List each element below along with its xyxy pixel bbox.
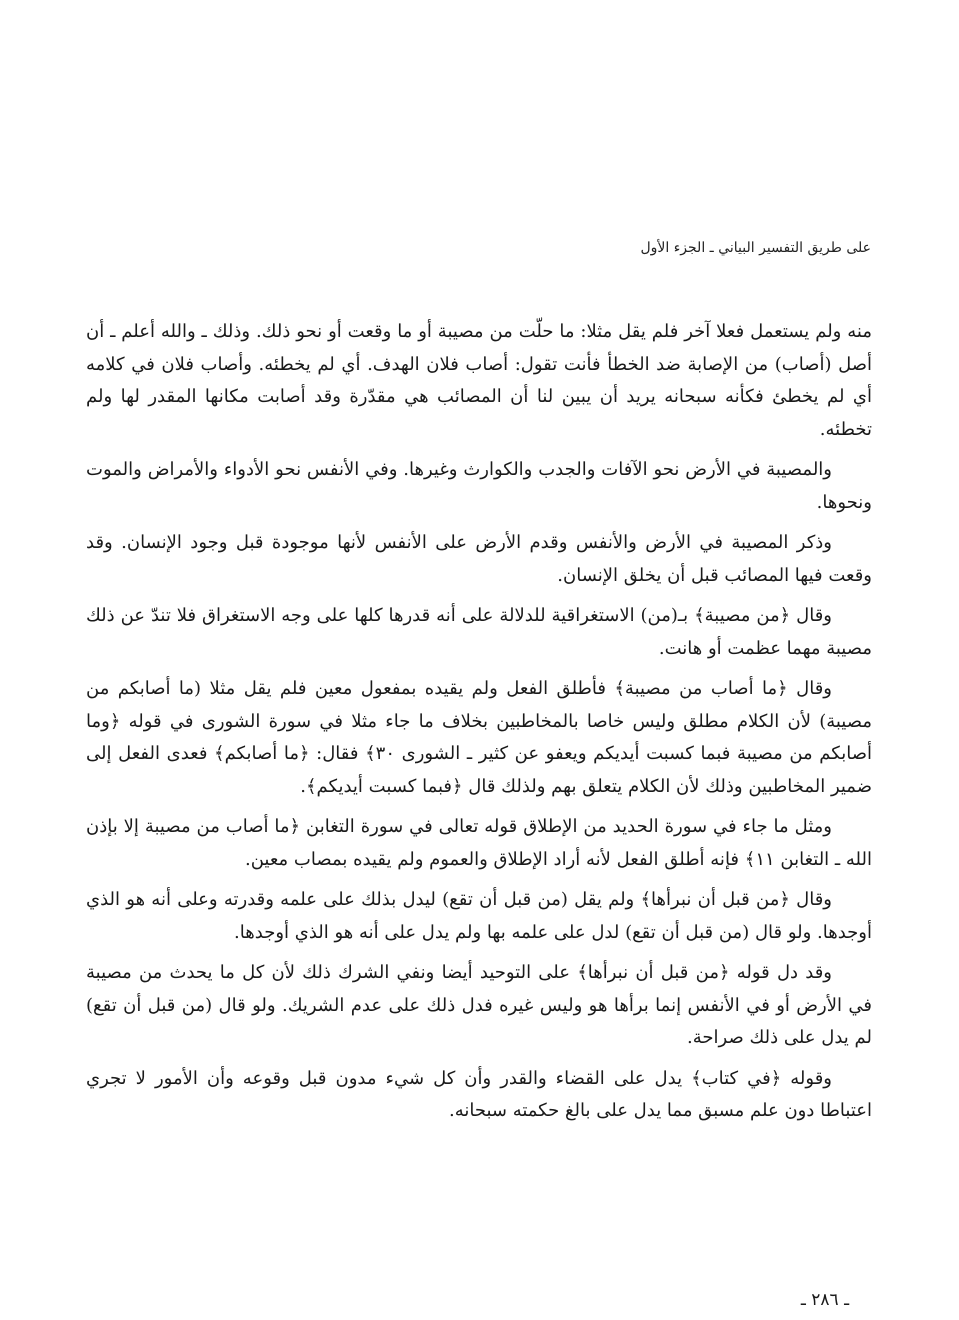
paragraph: والمصيبة في الأرض نحو الآفات والجدب والكوارث وغيرها. وفي الأنفس نحو الأدواء والأمراض والموت ونحوها.	[86, 459, 872, 513]
paragraph: وقال ﴿من قبل أن نبرأها﴾ ولم يقل (من قبل أن تقع) ليدل بذلك على علمه وقدرته وعلى أنه هو الذي أوجدها. ولو قال (من قبل أن تقع) لدل على علمه بها ولم يدل على أنه هو الذي أوجدها.	[86, 889, 872, 943]
paragraph: وقال ﴿من مصيبة﴾ بـ(من) الاستغراقية للدلالة على أنه قدرها كلها على وجه الاستغراق فلا تندّ عن ذلك مصيبة مهما عظمت أو هانت.	[86, 605, 872, 659]
paragraph: منه ولم يستعمل فعلا آخر فلم يقل مثلا: ما حلّت من مصيبة أو ما وقعت أو نحو ذلك. وذلك ـ والله أعلم ـ أن أصل (أصاب) من الإصابة ضد الخطأ فأنت تقول: أصاب فلان الهدف. أي لم يخطئه. وأصاب فلان في كلامه أي لم يخطئ فكأنه سبحانه يريد أن يبين لنا أن المصائب هي مقدّرة وقد أصابت مكانها المقدر لها ولم تخطئه.	[86, 321, 872, 440]
paragraph: وذكر المصيبة في الأرض والأنفس وقدم الأرض على الأنفس لأنها موجودة قبل وجود الإنسان. وقد وقعت فيها المصائب قبل أن يخلق الإنسان.	[86, 532, 872, 586]
paragraph: وقال ﴿ما أصاب من مصيبة﴾ فأطلق الفعل ولم يقيده بمفعول معين فلم يقل مثلا (ما أصابكم من مصيبة) لأن الكلام مطلق وليس خاصا بالمخاطبين بخلاف ما جاء مثلا في سورة الشورى في قوله ﴿وما أصابكم من مصيبة فبما كسبت أيديكم ويعفو عن كثير ـ الشورى ٣٠﴾ فقال: ﴿ما أصابكم﴾ فعدى الفعل إلى ضمير المخاطبين وذلك لأن الكلام يتعلق بهم ولذلك قال ﴿فبما كسبت أيديكم﴾.	[86, 678, 872, 797]
paragraph: وقد دل قوله ﴿من قبل أن نبرأها﴾ على التوحيد أيضا ونفي الشرك ذلك لأن كل ما يحدث من مصيبة في الأرض أو في الأنفس إنما برأها هو وليس غيره فدل ذلك على عدم الشريك. ولو قال (من قبل أن تقع) لم يدل على ذلك صراحة.	[86, 962, 872, 1048]
page-number: ـ ٢٨٦ ـ	[800, 1290, 850, 1310]
running-header: على طريق التفسير البياني ـ الجزء الأول	[640, 240, 871, 256]
paragraph: ومثل ما جاء في سورة الحديد من الإطلاق قوله تعالى في سورة التغابن ﴿ما أصاب من مصيبة إلا بإذن الله ـ التغابن ١١﴾ فإنه أطلق الفعل لأنه أراد الإطلاق والعموم ولم يقيده بمصاب معين.	[86, 816, 872, 870]
paragraph: وقوله ﴿في كتاب﴾ يدل على القضاء والقدر وأن كل شيء مدون قبل وقوعه وأن الأمور لا تجري اعتباطا دون علم مسبق مما يدل على بالغ حكمته سبحانه.	[86, 1067, 872, 1121]
body-text	[86, 316, 872, 1136]
